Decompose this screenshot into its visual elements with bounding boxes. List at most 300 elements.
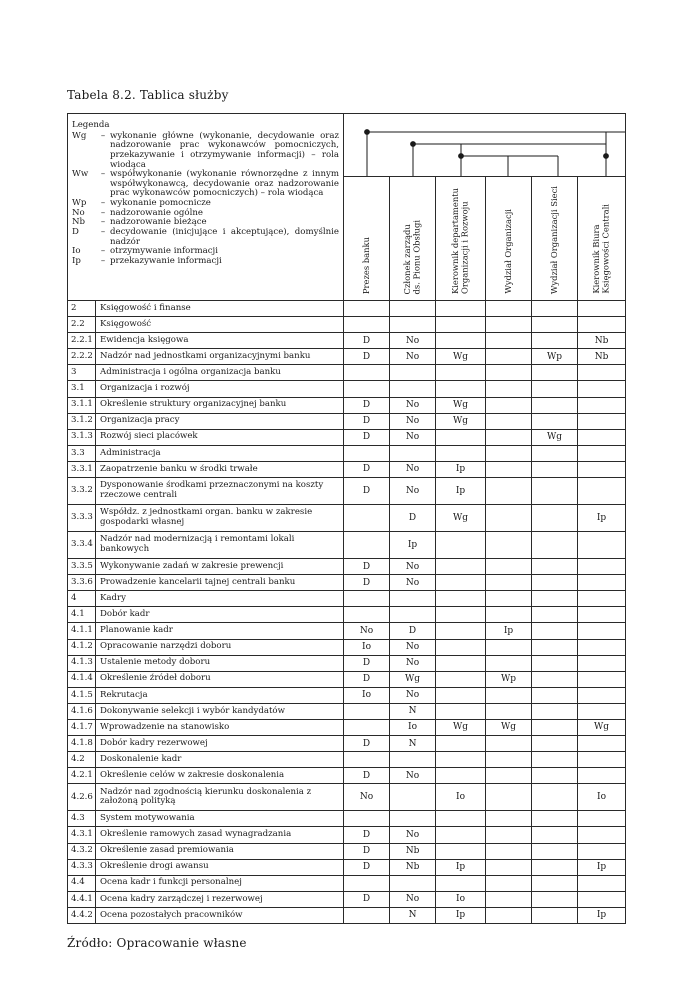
responsibility-cell: Ip [436,478,486,505]
responsibility-cell [486,768,532,784]
row-number: 2 [68,301,96,317]
row-label: Dokonywanie selekcji i wybór kandydatów [96,703,344,719]
responsibility-cell [344,591,390,607]
responsibility-cell [486,827,532,843]
responsibility-cell [532,768,578,784]
row-label: Dobór kadr [96,607,344,623]
responsibility-cell [578,461,626,477]
responsibility-cell [486,333,532,349]
responsibility-cell [578,843,626,859]
row-label: Nadzór nad zgodnością kierunku doskonalenia z założoną polityką [96,784,344,811]
responsibility-cell: Ip [578,907,626,923]
table-row [68,607,626,623]
responsibility-cell [578,301,626,317]
legend-desc: otrzymywanie informacji [110,246,218,257]
legend-code: Ip [72,255,81,266]
responsibility-cell [390,445,436,461]
responsibility-cell: No [390,429,436,445]
responsibility-cell [486,365,532,381]
table-row [68,875,626,891]
legend-dash: – [100,207,106,218]
row-label: Zaopatrzenie banku w środki trwałe [96,461,344,477]
responsibility-cell [532,478,578,505]
responsibility-cell [532,365,578,381]
responsibility-cell: Io [344,687,390,703]
table-row [68,478,626,505]
responsibility-cell: D [344,768,390,784]
responsibility-cell [486,397,532,413]
row-number: 4.1.2 [68,639,96,655]
responsibility-cell: No [390,687,436,703]
responsibility-cell [486,445,532,461]
responsibility-cell: Nb [578,333,626,349]
row-label: Określenie struktury organizacyjnej banku [96,397,344,413]
legend-list [72,132,339,267]
responsibility-cell [578,736,626,752]
row-label: Ewidencja księgowa [96,333,344,349]
hierarchy-lines [344,114,626,176]
row-number: 4.1 [68,607,96,623]
legend-desc: przekazywanie informacji [110,255,222,266]
row-label: Księgowość [96,317,344,333]
table-row [68,365,626,381]
responsibility-cell [436,875,486,891]
row-number: 4.1.5 [68,687,96,703]
responsibility-cell [390,591,436,607]
table-row [68,784,626,811]
table-row [68,752,626,768]
row-number: 3.3.3 [68,505,96,532]
responsibility-cell: N [390,736,436,752]
responsibility-cell [390,607,436,623]
row-number: 4 [68,591,96,607]
responsibility-cell: Wg [390,671,436,687]
row-label: Ocena kadry zarządczej i rezerwowej [96,891,344,907]
responsibility-cell [436,843,486,859]
legend-desc: wykonanie główne (wykonanie, decydowanie oraz nadzorowanie prac wykonawców pomocniczych, przekazywanie i otrzymywanie informacji) – rola wiodąca [110,130,340,170]
legend-dash: – [100,217,106,228]
table-row [68,655,626,671]
table-row [68,687,626,703]
responsibility-cell [390,875,436,891]
responsibility-cell: D [344,891,390,907]
table-row [68,736,626,752]
responsibility-cell [578,827,626,843]
legend-item [72,257,339,267]
responsibility-cell: Ip [486,623,532,639]
responsibility-cell [486,301,532,317]
responsibility-cell [436,559,486,575]
responsibility-cell: D [344,655,390,671]
row-label: Określenie zasad premiowania [96,843,344,859]
responsibility-cell: D [344,349,390,365]
responsibility-cell [578,703,626,719]
responsibility-cell: Ip [436,461,486,477]
legend-box [68,114,344,301]
responsibility-cell [344,445,390,461]
responsibility-cell: Nb [390,843,436,859]
responsibility-cell [486,317,532,333]
responsibility-cell: D [344,843,390,859]
responsibility-cell [532,719,578,735]
row-label: Administracja [96,445,344,461]
column-header-label: Wydział Organizacji Sieci [548,185,559,294]
responsibility-cell: No [390,559,436,575]
responsibility-cell [390,381,436,397]
responsibility-cell: No [344,623,390,639]
responsibility-cell [390,365,436,381]
row-number: 2.2.1 [68,333,96,349]
legend-title: Legenda [72,120,110,130]
responsibility-cell [344,505,390,532]
table-row [68,429,626,445]
responsibility-cell [486,381,532,397]
row-number: 4.1.4 [68,671,96,687]
responsibility-cell: Ip [578,505,626,532]
responsibility-cell: D [344,397,390,413]
responsibility-cell: Wg [578,719,626,735]
column-header [390,177,436,301]
legend-dash: – [100,169,106,180]
responsibility-cell [578,623,626,639]
row-number: 4.4.1 [68,891,96,907]
responsibility-cell: Io [436,784,486,811]
column-header [344,177,390,301]
column-header-label: Prezes banku [360,236,371,294]
responsibility-cell [344,875,390,891]
responsibility-cell: D [344,478,390,505]
responsibility-cell [532,671,578,687]
source-note: Źródło: Opracowanie własne [67,936,247,950]
responsibility-cell [390,301,436,317]
responsibility-cell: No [390,639,436,655]
responsibility-cell [390,317,436,333]
responsibility-cell [344,317,390,333]
row-number: 4.1.8 [68,736,96,752]
responsibility-cell: Wg [532,429,578,445]
responsibility-cell [578,811,626,827]
responsibility-cell: D [390,623,436,639]
responsibility-cell [578,317,626,333]
legend-code: Wg [72,130,87,141]
responsibility-cell [344,752,390,768]
responsibility-cell: D [344,461,390,477]
row-label: Prowadzenie kancelarii tajnej centrali banku [96,575,344,591]
row-number: 4.1.7 [68,719,96,735]
column-header-label: Wydział Organizacji [502,209,513,294]
responsibility-cell [532,639,578,655]
responsibility-cell [436,752,486,768]
responsibility-cell [578,532,626,559]
responsibility-cell [532,843,578,859]
responsibility-cell: D [390,505,436,532]
responsibility-cell [532,827,578,843]
responsibility-cell [532,591,578,607]
row-number: 3.1.1 [68,397,96,413]
responsibility-cell: Wg [436,397,486,413]
row-label: Określenie źródeł doboru [96,671,344,687]
row-label: Wykonywanie zadań w zakresie prewencji [96,559,344,575]
row-label: Wprowadzenie na stanowisko [96,719,344,735]
responsibility-cell [344,719,390,735]
responsibility-cell: Wg [436,349,486,365]
table-row [68,461,626,477]
responsibility-cell [578,655,626,671]
responsibility-cell: No [344,784,390,811]
row-label: Administracja i ogólna organizacja banku [96,365,344,381]
responsibility-cell [486,591,532,607]
responsibility-cell [578,591,626,607]
responsibility-cell [486,736,532,752]
table-row [68,445,626,461]
responsibility-cell [486,703,532,719]
responsibility-cell [344,703,390,719]
responsibility-cell [436,811,486,827]
responsibility-cell: Io [344,639,390,655]
responsibility-cell [532,623,578,639]
row-number: 3.3.4 [68,532,96,559]
responsibility-cell [532,655,578,671]
table-row [68,591,626,607]
responsibility-cell [436,301,486,317]
responsibility-cell [578,768,626,784]
row-number: 4.3.2 [68,843,96,859]
responsibility-cell [532,461,578,477]
responsibility-cell [532,413,578,429]
legend-dash: – [100,255,106,266]
row-number: 2.2.2 [68,349,96,365]
row-label: Określenie ramowych zasad wynagradzania [96,827,344,843]
row-label: Nadzór nad modernizacją i remontami lokali bankowych [96,532,344,559]
responsibility-cell [578,671,626,687]
responsibility-cell: D [344,859,390,875]
table-row [68,891,626,907]
row-number: 4.2.6 [68,784,96,811]
row-number: 4.4 [68,875,96,891]
responsibility-cell [532,687,578,703]
column-header-label: Kierownik departamentu Organizacji i Rozwoju [449,187,470,294]
responsibility-cell [486,349,532,365]
responsibility-cell [436,575,486,591]
responsibility-cell [532,445,578,461]
row-number: 2.2 [68,317,96,333]
responsibility-cell [532,736,578,752]
responsibility-cell [436,445,486,461]
responsibility-cell [436,317,486,333]
legend-code: Ww [72,169,89,180]
responsibility-cell: No [390,349,436,365]
responsibility-cell [486,752,532,768]
responsibility-cell: No [390,397,436,413]
row-label: Współdz. z jednostkami organ. banku w zakresie gospodarki własnej [96,505,344,532]
responsibility-cell [436,736,486,752]
legend-desc: decydowanie (inicjujące i akceptujące), domyślnie nadzór [110,226,340,247]
row-label: Dobór kadry rezerwowej [96,736,344,752]
row-number: 3.1.3 [68,429,96,445]
responsibility-cell: D [344,559,390,575]
responsibility-cell [578,429,626,445]
row-number: 4.2 [68,752,96,768]
responsibility-cell: Wp [532,349,578,365]
responsibility-cell [532,317,578,333]
table-row [68,397,626,413]
responsibility-cell [578,687,626,703]
row-label: Nadzór nad jednostkami organizacyjnymi banku [96,349,344,365]
responsibility-cell [532,381,578,397]
row-number: 3.3.5 [68,559,96,575]
responsibility-cell [532,559,578,575]
row-number: 3.3.1 [68,461,96,477]
responsibility-cell: Ip [436,859,486,875]
row-label: Rozwój sieci placówek [96,429,344,445]
responsibility-cell [486,907,532,923]
table-row [68,639,626,655]
legend-desc: współwykonanie (wykonanie równorzędne z innym współwykonawcą, decydowanie oraz nadzorowanie prac wykonawców pomocniczych) – rola wiodąca [110,169,340,199]
row-number: 4.3 [68,811,96,827]
responsibility-cell [486,655,532,671]
column-header-label: Członek zarządu ds. Pionu Obsługi [401,219,422,294]
table-row [68,703,626,719]
responsibility-cell: D [344,333,390,349]
responsibility-cell [532,505,578,532]
responsibility-cell: No [390,413,436,429]
responsibility-cell: Wg [436,505,486,532]
responsibility-cell [344,301,390,317]
legend-desc: nadzorowanie ogólne [110,207,203,218]
responsibility-cell [578,365,626,381]
row-number: 3.3.2 [68,478,96,505]
responsibility-cell: No [390,655,436,671]
row-label: Ustalenie metody doboru [96,655,344,671]
responsibility-cell [436,333,486,349]
table-row [68,349,626,365]
row-label: Określenie drogi awansu [96,859,344,875]
responsibility-cell [436,687,486,703]
row-number: 3.1 [68,381,96,397]
legend-item [72,170,339,199]
responsibility-cell [578,575,626,591]
responsibility-cell [436,703,486,719]
table-row [68,333,626,349]
row-label: Określenie celów w zakresie doskonalenia [96,768,344,784]
responsibility-cell [436,607,486,623]
legend-dash: – [100,130,106,141]
responsibility-cell [486,811,532,827]
table-row [68,301,626,317]
legend-code: No [72,207,85,218]
responsibility-cell [486,532,532,559]
responsibility-cell: No [390,827,436,843]
table-row [68,859,626,875]
responsibility-cell [436,429,486,445]
responsibility-cell: Wg [486,719,532,735]
service-table [67,113,626,924]
responsibility-cell [486,478,532,505]
legend-code: Io [72,246,81,257]
responsibility-cell: Wg [436,719,486,735]
responsibility-cell: D [344,827,390,843]
column-header [486,177,532,301]
table-row [68,671,626,687]
row-label: Organizacja i rozwój [96,381,344,397]
responsibility-cell [344,607,390,623]
responsibility-cell: Wp [486,671,532,687]
responsibility-cell [578,875,626,891]
responsibility-cell [532,575,578,591]
table-row [68,768,626,784]
responsibility-cell [532,397,578,413]
legend-dash: – [100,198,106,208]
row-number: 4.3.3 [68,859,96,875]
responsibility-cell: No [390,768,436,784]
responsibility-cell [532,703,578,719]
row-number: 3.3 [68,445,96,461]
responsibility-cell: Io [436,891,486,907]
table-row [68,413,626,429]
row-number: 4.1.3 [68,655,96,671]
column-header [578,177,626,301]
responsibility-cell: N [390,907,436,923]
responsibility-cell [390,752,436,768]
row-number: 3 [68,365,96,381]
responsibility-cell [486,875,532,891]
table-caption: Tabela 8.2. Tablica służby [67,88,229,102]
legend-code: D [72,226,79,237]
row-label: Ocena kadr i funkcji personalnej [96,875,344,891]
row-label: Doskonalenie kadr [96,752,344,768]
responsibility-cell: No [390,461,436,477]
responsibility-cell: Ip [390,532,436,559]
responsibility-cell [486,575,532,591]
responsibility-cell: N [390,703,436,719]
row-label: Opracowanie narzędzi doboru [96,639,344,655]
row-number: 4.3.1 [68,827,96,843]
responsibility-cell [344,381,390,397]
responsibility-cell [486,559,532,575]
responsibility-cell [532,811,578,827]
responsibility-cell: Io [578,784,626,811]
table-row [68,381,626,397]
table-row [68,719,626,735]
row-label: Planowanie kadr [96,623,344,639]
responsibility-cell [436,591,486,607]
responsibility-cell: D [344,671,390,687]
column-header [436,177,486,301]
row-label: Kadry [96,591,344,607]
responsibility-cell: Nb [390,859,436,875]
responsibility-cell [486,461,532,477]
row-number: 4.1.1 [68,623,96,639]
responsibility-cell [436,532,486,559]
row-label: Ocena pozostałych pracowników [96,907,344,923]
responsibility-cell [436,655,486,671]
responsibility-cell [578,891,626,907]
responsibility-cell [532,532,578,559]
legend-dash: – [100,246,106,257]
legend-desc: wykonanie pomocnicze [110,198,211,208]
row-label: Księgowość i finanse [96,301,344,317]
legend-code: Wp [72,198,87,208]
responsibility-cell [532,752,578,768]
row-number: 4.2.1 [68,768,96,784]
row-number: 3.1.2 [68,413,96,429]
responsibility-cell [532,301,578,317]
table-row [68,827,626,843]
responsibility-cell [578,478,626,505]
responsibility-cell [390,784,436,811]
responsibility-cell [486,784,532,811]
table-row [68,623,626,639]
